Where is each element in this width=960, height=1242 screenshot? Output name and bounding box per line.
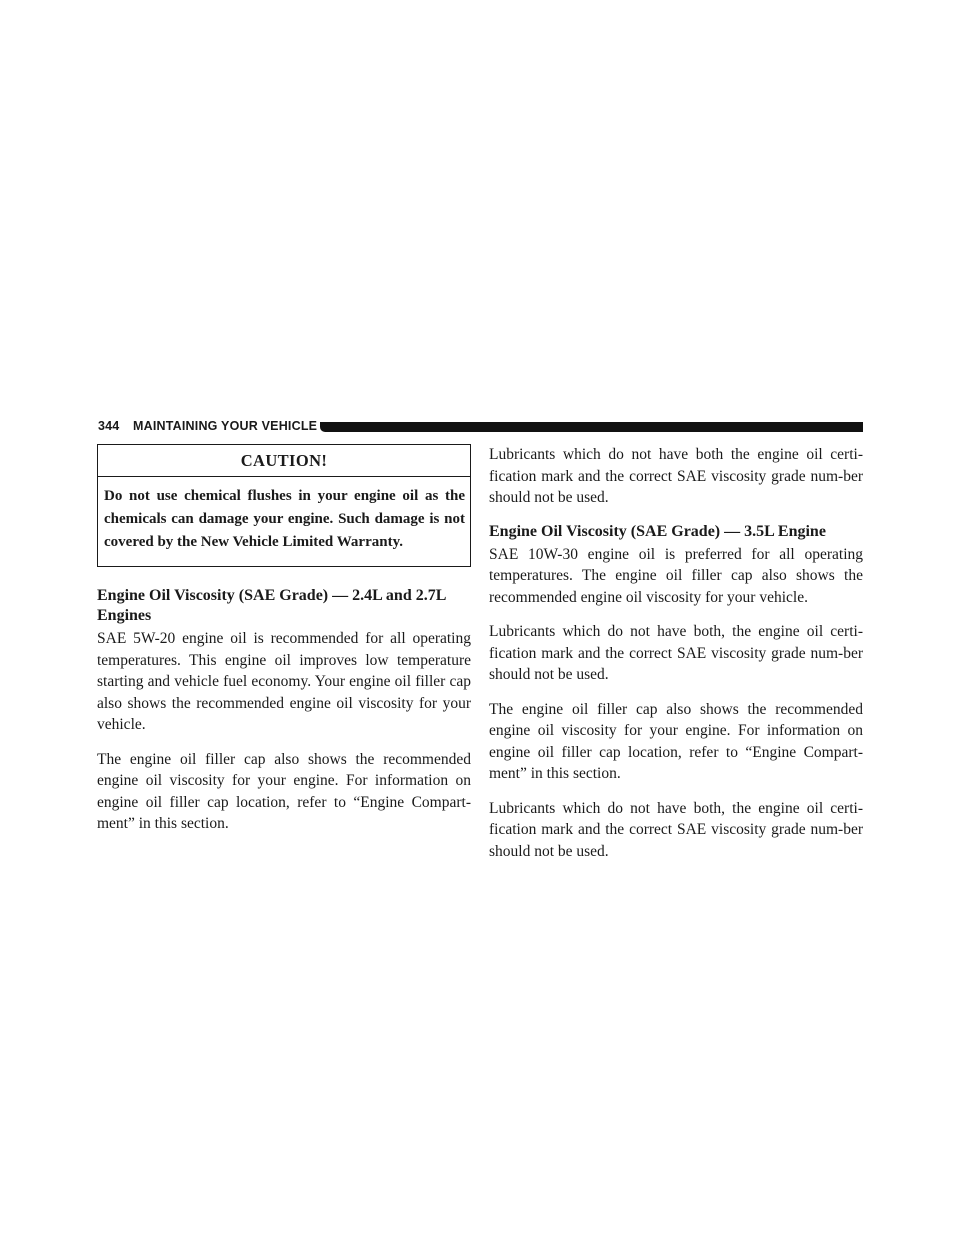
right-column — [489, 444, 863, 862]
paragraph: The engine oil filler cap also shows the recommended engine oil viscosity for your engine. For information on engine oil filler cap location, refer to “Engine Compart-ment” in this section. — [97, 750, 471, 832]
section-title: MAINTAINING YOUR VEHICLE — [133, 419, 318, 433]
page-number: 344 — [98, 419, 120, 433]
caution-title: CAUTION! — [98, 445, 470, 477]
section-heading-3-5l: Engine Oil Viscosity (SAE Grade) — 3.5L Engine — [489, 522, 826, 540]
header-rule-bar — [320, 422, 863, 432]
left-column — [97, 444, 471, 835]
page-header — [98, 418, 863, 438]
section-heading-2-4l-2-7l: Engine Oil Viscosity (SAE Grade) — 2.4L and 2.7L Engines — [97, 587, 446, 624]
caution-body: Do not use chemical flushes in your engine oil as the chemicals can damage your engine. Such damage is not covered by the New Vehicle Limited Warranty. — [104, 488, 465, 550]
paragraph: Lubricants which do not have both the engine oil certi-fication mark and the correct SAE viscosity grade num-ber should not be used. — [489, 446, 863, 506]
paragraph: Lubricants which do not have both, the engine oil certi-fication mark and the correct SAE viscosity grade num-ber should not be used. — [489, 799, 863, 860]
paragraph: Lubricants which do not have both, the engine oil certi-fication mark and the correct SAE viscosity grade num-ber should not be used. — [489, 623, 863, 683]
paragraph: SAE 10W-30 engine oil is preferred for all operating temperatures. The engine oil filler cap also shows the recommended engine oil viscosity for your vehicle. — [489, 545, 863, 606]
caution-box — [97, 444, 471, 567]
paragraph: The engine oil filler cap also shows the recommended engine oil viscosity for your engine. For information on engine oil filler cap location, refer to “Engine Compart-ment” in this section. — [489, 700, 863, 782]
paragraph: SAE 5W-20 engine oil is recommended for all operating temperatures. This engine oil improves low temperature starting and vehicle fuel economy. Your engine oil filler cap also shows the recommended engine oil viscosity for your vehicle. — [97, 630, 471, 733]
